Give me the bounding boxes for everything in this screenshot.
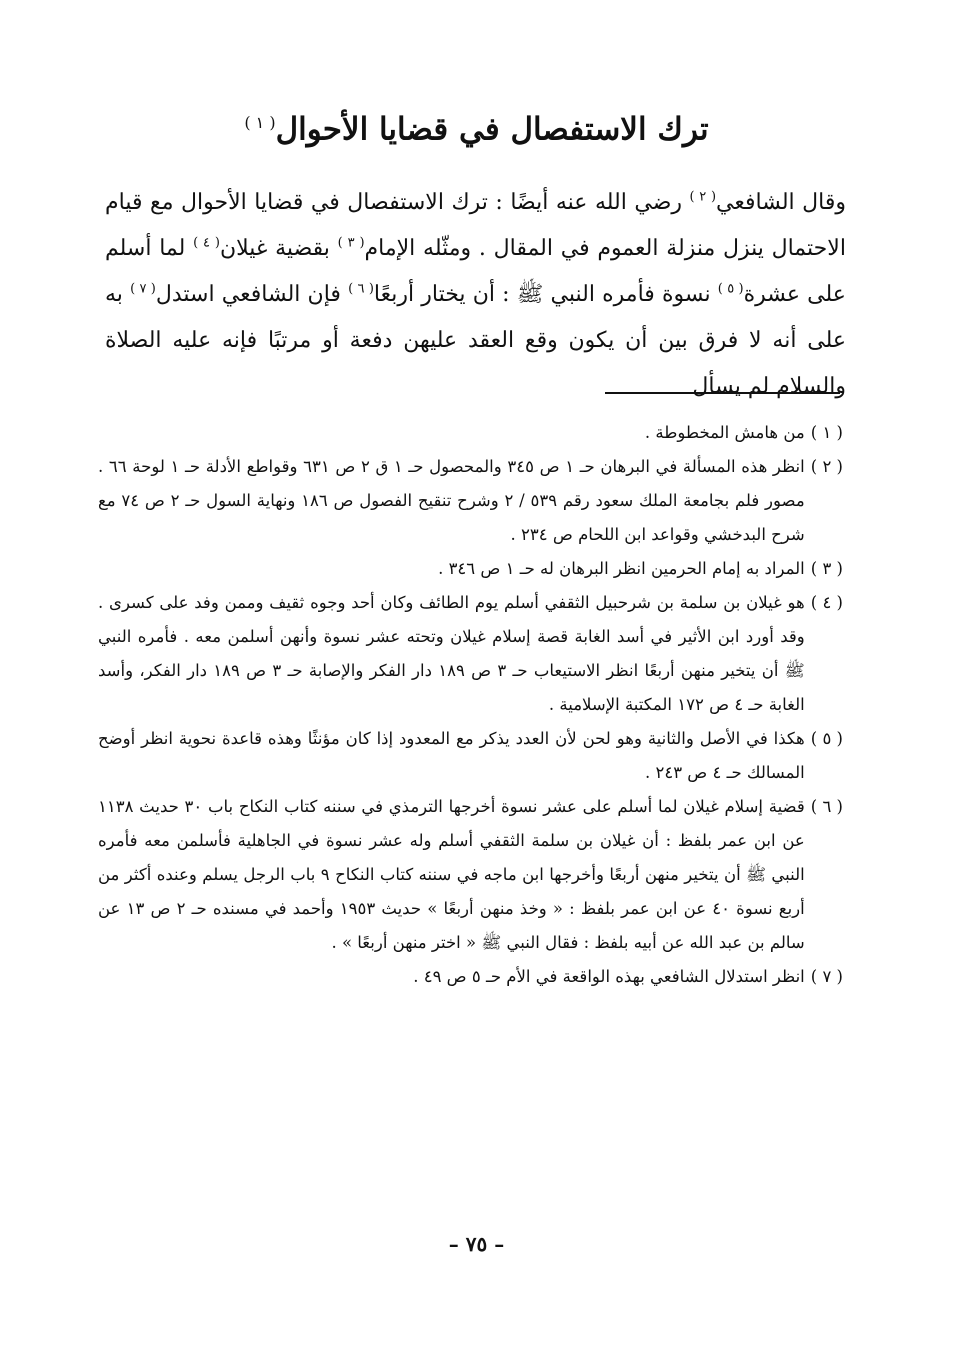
footnote-text: انظر استدلال الشافعي بهذه الواقعة في الأم حـ ٥ ص ٤٩ . xyxy=(413,967,805,986)
footnote-1 xyxy=(98,416,843,450)
main-paragraph xyxy=(105,180,846,410)
footnote-ref-4: ( ٤ ) xyxy=(193,235,220,251)
footnotes-list xyxy=(98,416,843,994)
footnote-text: المراد به إمام الحرمين انظر البرهان له حـ ١ ص ٣٤٦ . xyxy=(438,559,805,578)
footnote-6 xyxy=(98,790,843,960)
footnote-number: ( ٢ ) xyxy=(810,457,843,476)
paragraph-segment: به على أنه لا فرق بين أن يكون وقع العقد عليهن دفعة أو مرتبًا فإنه عليه الصلاة والسلام لم يسأل xyxy=(105,282,846,399)
footnote-ref-7: ( ٧ ) xyxy=(130,281,156,297)
footnote-text: من هامش المخطوطة . xyxy=(644,423,805,442)
footnote-ref-2: ( ٢ ) xyxy=(689,189,717,205)
page-title xyxy=(100,99,853,153)
footnote-text: هكذا في الأصل والثانية وهو لحن لأن العدد يذكر مع المعدود إذا كان مؤنثًا وهذه قاعدة نحوية انظر أوضح المسالك حـ ٤ ص ٢٤٣ . xyxy=(98,729,805,782)
footnote-3 xyxy=(98,552,843,586)
footnote-4 xyxy=(98,586,843,722)
footnote-number: ( ٣ ) xyxy=(810,559,843,578)
footnote-2 xyxy=(98,450,843,552)
paragraph-segment: فإن الشافعي استدل xyxy=(155,282,349,307)
paragraph-segment: وقال الشافعي xyxy=(716,190,846,215)
footnote-number: ( ٦ ) xyxy=(810,797,843,816)
footnote-number: ( ٧ ) xyxy=(810,967,843,986)
paragraph-segment: نسوة فأمره النبي ﷺ : أن يختار أربعًا xyxy=(373,282,718,307)
footnote-number: ( ٥ ) xyxy=(810,729,843,748)
footnote-divider xyxy=(605,392,840,394)
footnote-text: انظر هذه المسألة في البرهان حـ ١ ص ٣٤٥ والمحصول حـ ١ ق ٢ ص ٦٣١ وقواطع الأدلة حـ ١ لوحة ٦٦ . مصور فلم بجامعة الملك سعود رقم ٥٣٩ / ٢ وشرح تنقيح الفصول ص ١٨٦ ونهاية السول حـ ٢ ص ٧٤ مع شرح البدخشي وقواعد ابن اللحام ص ٢٣٤ . xyxy=(98,457,805,544)
footnote-number: ( ١ ) xyxy=(810,423,843,442)
footnote-number: ( ٤ ) xyxy=(810,593,843,612)
footnote-5 xyxy=(98,722,843,790)
footnote-text: قضية إسلام غيلان لما أسلم على عشر نسوة أخرجها الترمذي في سننه كتاب النكاح باب ٣٠ حديث ١١٣٨ عن ابن عمر بلفظ : أن غيلان بن سلمة الثقفي أسلم وله عشر نسوة في الجاهلية فأسلمن معه فأمره النبي ﷺ أن يتخير منهن أربعًا وأخرجها ابن ماجه في سننه كتاب النكاح ٩ باب الرجل يسلم وعنده أكثر من أربع نسوة ٤٠ عن ابن عمر بلفظ : « وخذ منهن أربعًا » حديث ١٩٥٣ وأحمد في مسنده حـ ٢ ص ١٣ عن سالم بن عبد الله عن أبيه بلفظ : فقال النبي ﷺ « اختر منهن أربعًا » . xyxy=(98,797,805,952)
title-footnote-ref: ( ١ ) xyxy=(244,112,276,132)
footnote-ref-3: ( ٣ ) xyxy=(337,235,365,251)
paragraph-segment: رضي الله عنه أيضًا : ترك الاستفصال في قضايا الأحوال مع قيام الاحتمال ينزل منزلة العموم في المقال . ومثّله الإمام xyxy=(105,190,846,261)
title-text: ترك الاستفصال في قضايا الأحوال xyxy=(275,111,709,148)
paragraph-segment: بقضية غيلان xyxy=(219,236,338,261)
paragraph-segment: لما أسلم على عشرة xyxy=(105,236,846,307)
page-number: – ٧٥ – xyxy=(448,1232,505,1256)
footnote-ref-6: ( ٦ ) xyxy=(348,281,374,297)
footnote-ref-5: ( ٥ ) xyxy=(717,281,744,297)
footnote-7 xyxy=(98,960,843,994)
footnote-text: هو غيلان بن سلمة بن شرحبيل الثقفي أسلم يوم الطائف وكان أحد وجوه ثقيف وممن وفد على كسرى . وقد أورد ابن الأثير في أسد الغابة قصة إسلام غيلان وتحته عشر نسوة وأنهن أسلمن معه . فأمره النبي ﷺ أن يتخير منهن أربعًا انظر الاستيعاب حـ ٣ ص ١٨٩ دار الفكر والإصابة حـ ٣ ص ١٨٩ دار الفكر، وأسد الغابة حـ ٤ ص ١٧٢ المكتبة الإسلامية . xyxy=(98,593,805,714)
